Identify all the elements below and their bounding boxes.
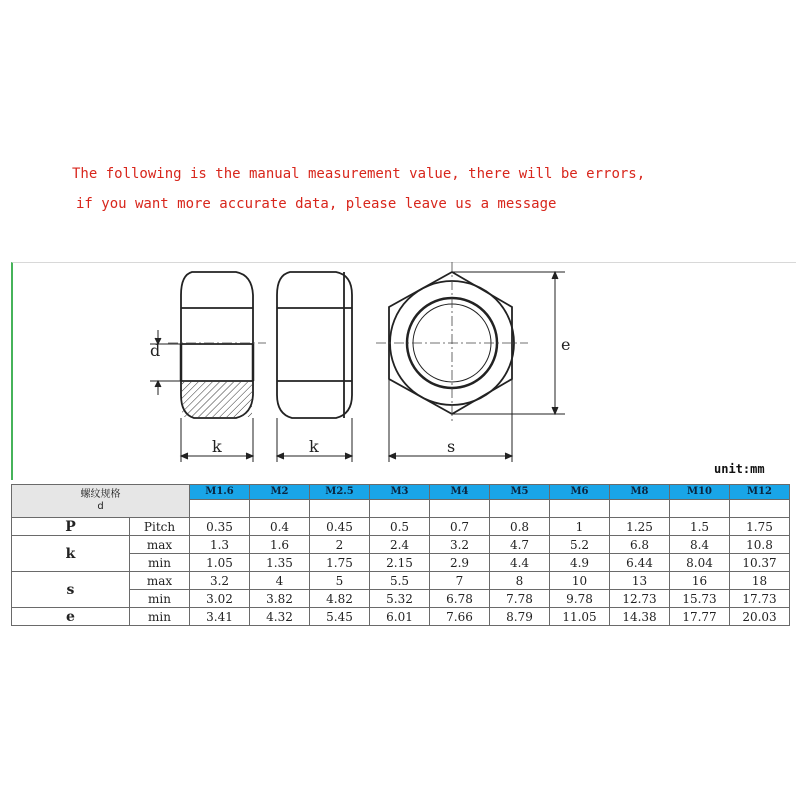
label-k-2: k: [309, 437, 319, 456]
value-cell: 0.5: [370, 518, 430, 536]
value-cell: 4.9: [550, 554, 610, 572]
value-cell: 4.32: [250, 608, 310, 626]
value-cell: 2.9: [430, 554, 490, 572]
blank-cell: [370, 500, 430, 518]
value-cell: 0.45: [310, 518, 370, 536]
size-header: M6: [550, 485, 610, 500]
value-cell: 9.78: [550, 590, 610, 608]
side-view: [277, 272, 352, 418]
value-cell: 2.15: [370, 554, 430, 572]
size-header: M1.6: [190, 485, 250, 500]
value-cell: 1.6: [250, 536, 310, 554]
value-cell: 10.37: [730, 554, 790, 572]
table-row: [12, 518, 790, 536]
param-cell: k: [12, 536, 130, 572]
value-cell: 8.04: [670, 554, 730, 572]
value-cell: 3.02: [190, 590, 250, 608]
value-cell: 12.73: [610, 590, 670, 608]
value-cell: 6.01: [370, 608, 430, 626]
blank-cell: [430, 500, 490, 518]
value-cell: 4.82: [310, 590, 370, 608]
size-header: M5: [490, 485, 550, 500]
value-cell: 3.41: [190, 608, 250, 626]
size-header: M2: [250, 485, 310, 500]
value-cell: 8.79: [490, 608, 550, 626]
value-cell: 7.78: [490, 590, 550, 608]
sub-param-cell: min: [130, 590, 190, 608]
value-cell: 8: [490, 572, 550, 590]
value-cell: 2: [310, 536, 370, 554]
value-cell: 1.35: [250, 554, 310, 572]
value-cell: 8.4: [670, 536, 730, 554]
table-row: [12, 572, 790, 590]
param-cell: s: [12, 572, 130, 608]
table-header-row: [12, 485, 790, 500]
value-cell: 6.78: [430, 590, 490, 608]
table-row: [12, 608, 790, 626]
size-header: M3: [370, 485, 430, 500]
value-cell: 0.7: [430, 518, 490, 536]
size-header: M10: [670, 485, 730, 500]
size-header: M12: [730, 485, 790, 500]
value-cell: 7.66: [430, 608, 490, 626]
sub-param-cell: min: [130, 554, 190, 572]
value-cell: 20.03: [730, 608, 790, 626]
value-cell: 3.2: [190, 572, 250, 590]
blank-cell: [670, 500, 730, 518]
sub-param-cell: Pitch: [130, 518, 190, 536]
table-corner-title: [12, 485, 190, 518]
blank-cell: [550, 500, 610, 518]
value-cell: 15.73: [670, 590, 730, 608]
value-cell: 1: [550, 518, 610, 536]
table-row: [12, 536, 790, 554]
value-cell: 17.77: [670, 608, 730, 626]
notice-line-1: The following is the manual measurement value, there will be errors,: [72, 166, 646, 182]
value-cell: 1.75: [730, 518, 790, 536]
sub-param-cell: max: [130, 572, 190, 590]
label-s: s: [447, 437, 456, 456]
size-header: M8: [610, 485, 670, 500]
value-cell: 6.8: [610, 536, 670, 554]
value-cell: 5.2: [550, 536, 610, 554]
corner-sub-text: d: [97, 501, 104, 512]
blank-cell: [310, 500, 370, 518]
value-cell: 1.5: [670, 518, 730, 536]
value-cell: 5.5: [370, 572, 430, 590]
blank-cell: [610, 500, 670, 518]
blank-cell: [490, 500, 550, 518]
value-cell: 0.8: [490, 518, 550, 536]
param-cell: e: [12, 608, 130, 626]
blank-cell: [190, 500, 250, 518]
value-cell: 4: [250, 572, 310, 590]
value-cell: 17.73: [730, 590, 790, 608]
value-cell: 10.8: [730, 536, 790, 554]
label-k-1: k: [212, 437, 222, 456]
sub-param-cell: max: [130, 536, 190, 554]
blank-cell: [250, 500, 310, 518]
value-cell: 7: [430, 572, 490, 590]
value-cell: 3.82: [250, 590, 310, 608]
value-cell: 0.35: [190, 518, 250, 536]
value-cell: 1.75: [310, 554, 370, 572]
notice-line-2: if you want more accurate data, please leave us a message: [76, 196, 557, 212]
value-cell: 3.2: [430, 536, 490, 554]
sub-param-cell: min: [130, 608, 190, 626]
value-cell: 16: [670, 572, 730, 590]
value-cell: 10: [550, 572, 610, 590]
blank-cell: [730, 500, 790, 518]
value-cell: 5: [310, 572, 370, 590]
value-cell: 2.4: [370, 536, 430, 554]
value-cell: 4.4: [490, 554, 550, 572]
value-cell: 13: [610, 572, 670, 590]
value-cell: 5.45: [310, 608, 370, 626]
label-d: d: [150, 341, 161, 360]
spec-table: [11, 484, 790, 626]
corner-title-text: 螺纹规格: [80, 489, 121, 500]
value-cell: 11.05: [550, 608, 610, 626]
value-cell: 6.44: [610, 554, 670, 572]
value-cell: 4.7: [490, 536, 550, 554]
size-header: M2.5: [310, 485, 370, 500]
value-cell: 1.25: [610, 518, 670, 536]
value-cell: 1.05: [190, 554, 250, 572]
size-header: M4: [430, 485, 490, 500]
label-e: e: [561, 335, 571, 354]
value-cell: 18: [730, 572, 790, 590]
value-cell: 1.3: [190, 536, 250, 554]
value-cell: 5.32: [370, 590, 430, 608]
value-cell: 14.38: [610, 608, 670, 626]
unit-label: unit:mm: [714, 462, 765, 476]
front-section-view: [181, 272, 253, 418]
param-cell: P: [12, 518, 130, 536]
value-cell: 0.4: [250, 518, 310, 536]
